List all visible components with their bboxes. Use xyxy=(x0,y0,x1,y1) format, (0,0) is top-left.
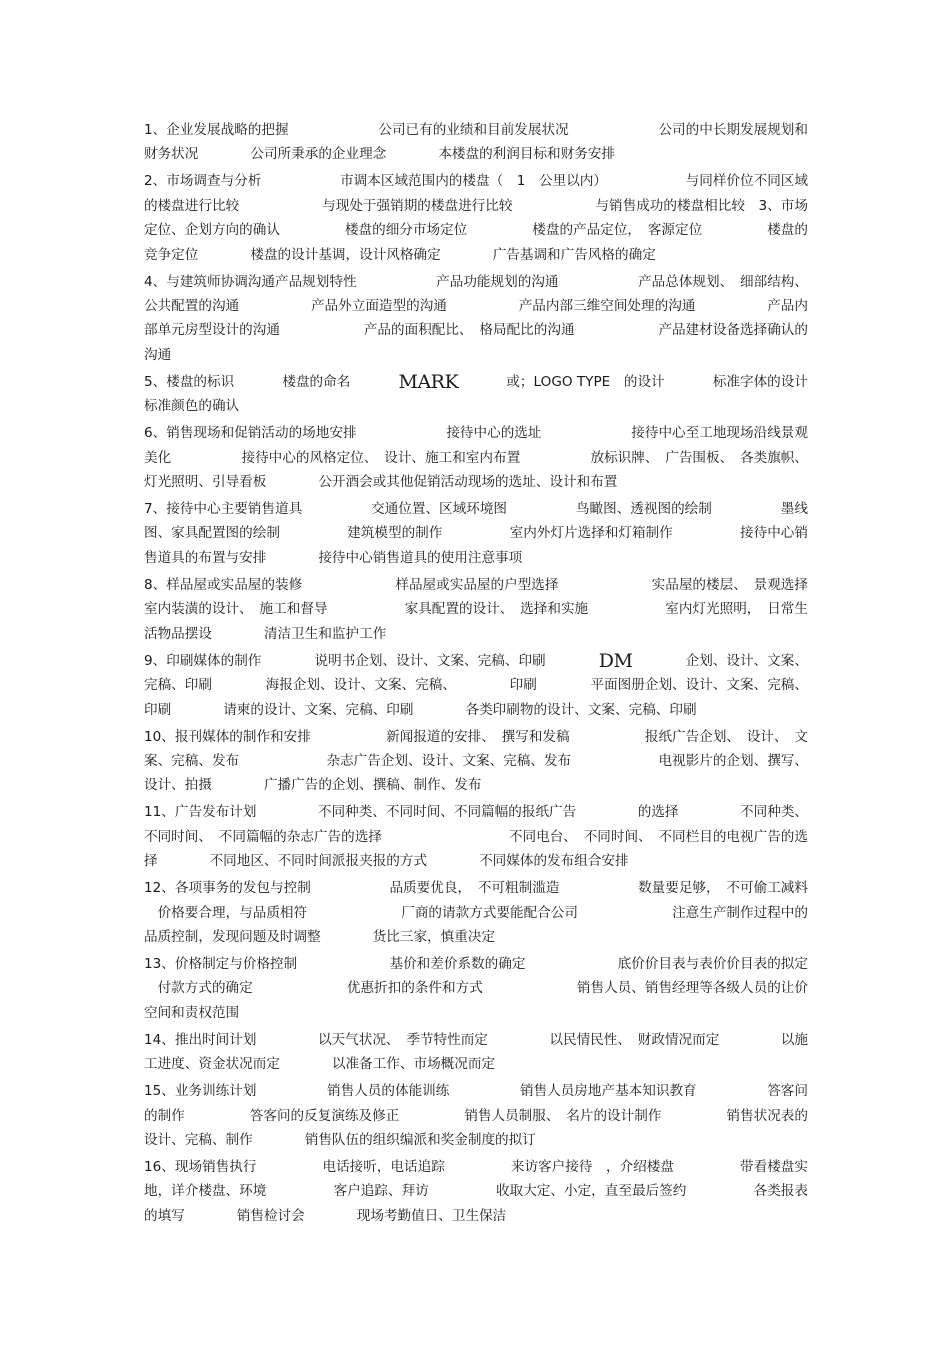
list-item xyxy=(144,573,808,646)
text-segment: 13、价格制定与价格控制 xyxy=(144,955,298,972)
text-segment: 楼盘的设计基调，设计风格确定 xyxy=(250,246,441,263)
text-segment: 1、企业发展战略的把握 xyxy=(144,122,289,138)
list-item xyxy=(144,370,808,419)
text-line xyxy=(144,725,808,749)
text-segment: 清洁卫生和监护工作 xyxy=(263,625,387,642)
text-line xyxy=(144,318,808,342)
text-segment: 杂志广告企划、设计、文案、完稿、发布 xyxy=(326,752,572,769)
text-segment: 平面图册企划、设计、文案、完稿、 xyxy=(590,677,808,694)
text-segment: 美化 xyxy=(144,449,172,466)
text-line xyxy=(144,1204,808,1228)
document-body xyxy=(144,118,808,1231)
text-segment: 楼盘的命名 xyxy=(282,373,351,390)
text-segment: 品质控制，发现问题及时调整 xyxy=(144,928,321,945)
text-line xyxy=(144,649,808,673)
text-segment: 公司所秉承的企业理念 xyxy=(250,146,387,163)
text-segment: 接待中心至工地现场沿线景观 xyxy=(631,425,808,442)
text-segment: 企划、设计、文案、 xyxy=(685,652,808,669)
text-line xyxy=(144,1104,808,1128)
text-segment: 9、印刷媒体的制作 xyxy=(144,652,262,669)
text-line xyxy=(144,976,808,1000)
text-line xyxy=(144,698,808,722)
text-segment: 工进度、资金状况而定 xyxy=(144,1056,280,1073)
text-segment: 价格要合理，与品质相符 xyxy=(144,904,308,921)
text-segment: 室内外灯片选择和灯箱制作 xyxy=(509,525,673,542)
text-segment: 基价和差价系数的确定 xyxy=(389,955,526,972)
text-line xyxy=(144,343,808,367)
text-segment: 2、市场调查与分析 xyxy=(144,173,262,190)
text-segment: 产品内 xyxy=(767,298,808,315)
text-line xyxy=(144,446,808,470)
text-segment: 6、销售现场和促销活动的场地安排 xyxy=(144,425,357,442)
text-line xyxy=(144,597,808,621)
text-segment: 印刷 xyxy=(509,677,537,694)
text-line xyxy=(144,952,808,976)
text-segment: 楼盘的 xyxy=(767,222,808,239)
text-line xyxy=(144,849,808,873)
text-line xyxy=(144,370,808,394)
text-segment: 7、接待中心主要销售道具 xyxy=(144,501,303,518)
text-segment: 请柬的设计、文案、完稿、印刷 xyxy=(223,701,414,718)
text-segment: 12、各项事务的发包与控制 xyxy=(144,880,311,897)
text-segment: 优惠折扣的条件和方式 xyxy=(346,980,483,997)
text-segment: 印刷 xyxy=(144,701,172,718)
text-segment: 答客问的反复演练及修正 xyxy=(249,1107,400,1124)
text-line xyxy=(144,749,808,773)
text-segment: 室内装潢的设计、 施工和督导 xyxy=(144,601,328,618)
text-segment: 产品建材设备选择确认的 xyxy=(658,322,808,339)
text-segment: 部单元房型设计的沟通 xyxy=(144,322,280,339)
list-item xyxy=(144,649,808,722)
text-segment: 产品外立面造型的沟通 xyxy=(310,298,447,315)
text-segment: 接待中心的选址 xyxy=(446,425,542,442)
text-line xyxy=(144,470,808,494)
text-segment: 公司的中长期发展规划和 xyxy=(658,122,808,138)
text-segment: 案、完稿、发布 xyxy=(144,752,240,769)
text-line xyxy=(144,1155,808,1179)
text-line xyxy=(144,421,808,445)
text-line xyxy=(144,243,808,267)
text-segment: 电话接听，电话追踪 xyxy=(322,1158,445,1175)
text-line xyxy=(144,521,808,545)
text-segment: 与现处于强销期的楼盘进行比较 xyxy=(322,197,513,214)
text-segment: 鸟瞰图、透视图的绘制 xyxy=(575,501,712,518)
text-line xyxy=(144,901,808,925)
text-segment: 竞争定位 xyxy=(144,246,199,263)
text-line xyxy=(144,925,808,949)
text-segment: 不同地区、不同时间派报夹报的方式 xyxy=(209,853,428,870)
text-line xyxy=(144,194,808,218)
text-segment: 不同电台、 不同时间、 不同栏目的电视广告的选 xyxy=(508,828,808,845)
text-segment: 不同媒体的发布组合安排 xyxy=(479,853,629,870)
list-item xyxy=(144,1155,808,1228)
text-line xyxy=(144,218,808,242)
text-segment: 售道具的布置与安排 xyxy=(144,549,267,566)
text-segment: 底价价目表与表价价目表的拟定 xyxy=(617,955,808,972)
text-segment: 室内灯光照明， 日常生 xyxy=(665,601,808,618)
text-segment: 设计、拍摄 xyxy=(144,777,212,794)
text-line xyxy=(144,169,808,193)
text-segment: 与销售成功的楼盘相比较 3、市场 xyxy=(595,197,808,214)
text-segment: 财务状况 xyxy=(144,146,199,163)
list-item xyxy=(144,270,808,368)
text-line xyxy=(144,1052,808,1076)
text-line xyxy=(144,800,808,824)
text-segment: 各类报表 xyxy=(753,1183,808,1200)
text-segment: 答客问 xyxy=(767,1083,808,1100)
text-segment: 数量要足够， 不可偷工减料 xyxy=(638,880,808,897)
list-item xyxy=(144,876,808,949)
text-segment: 注意生产制作过程中的 xyxy=(672,904,808,921)
text-segment: 接待中心的风格定位、 设计、施工和室内布置 xyxy=(241,449,521,466)
text-line xyxy=(144,1028,808,1052)
list-item xyxy=(144,421,808,494)
list-item xyxy=(144,800,808,873)
text-segment: 与同样价位不同区域 xyxy=(685,173,808,190)
text-segment: 地，详介楼盘、环境 xyxy=(144,1183,267,1200)
text-segment: 以准备工作、市场概况而定 xyxy=(331,1056,496,1073)
text-line xyxy=(144,270,808,294)
text-segment: 样品屋或实品屋的户型选择 xyxy=(395,576,559,593)
text-segment: 产品功能规划的沟通 xyxy=(436,273,559,290)
text-segment: 以施 xyxy=(780,1031,808,1048)
text-segment: 各类印刷物的设计、文案、完稿、印刷 xyxy=(465,701,697,718)
text-segment: 择 xyxy=(144,853,158,870)
text-segment: 不同种类、不同时间、不同篇幅的报纸广告 xyxy=(317,804,577,821)
text-line xyxy=(144,876,808,900)
text-segment: 厂商的请款方式要能配合公司 xyxy=(401,904,578,921)
text-segment: 广告基调和广告风格的确定 xyxy=(492,246,656,263)
text-segment: 公共配置的沟通 xyxy=(144,298,240,315)
text-segment: 墨线 xyxy=(780,501,808,518)
text-segment: 公司已有的业绩和目前发展状况 xyxy=(378,122,569,138)
text-segment: 的楼盘进行比较 xyxy=(144,197,240,214)
text-line xyxy=(144,1001,808,1025)
text-segment: 交通位置、区域环境图 xyxy=(371,501,508,518)
text-segment: 活物品摆设 xyxy=(144,625,212,642)
text-segment: 销售人员的体能训练 xyxy=(327,1083,450,1100)
text-segment: 家具配置的设计、 选择和实施 xyxy=(404,601,589,618)
text-segment: 销售人员制服、 名片的设计制作 xyxy=(464,1107,662,1124)
list-item xyxy=(144,725,808,798)
text-segment: 销售状况表的 xyxy=(726,1107,808,1124)
text-segment: 新闻报道的安排、 撰写和发稿 xyxy=(386,728,570,745)
text-segment: 不同时间、 不同篇幅的杂志广告的选择 xyxy=(144,828,382,845)
text-segment: 带看楼盘实 xyxy=(740,1158,808,1175)
text-segment: 不同种类、 xyxy=(740,804,808,821)
text-segment: 本楼盘的利润目标和财务安排 xyxy=(438,146,616,163)
text-line xyxy=(144,546,808,570)
list-item xyxy=(144,1079,808,1152)
text-segment: 沟通 xyxy=(144,346,172,363)
text-segment: 销售人员、销售经理等各级人员的让价 xyxy=(576,980,808,997)
list-item xyxy=(144,497,808,570)
text-segment: 销售检讨会 xyxy=(236,1207,305,1224)
text-segment: 的制作 xyxy=(144,1107,185,1124)
text-segment: 接待中心销售道具的使用注意事项 xyxy=(318,549,523,566)
text-segment: MARK xyxy=(398,370,459,393)
list-item xyxy=(144,952,808,1025)
text-line xyxy=(144,118,808,142)
text-segment: 公开酒会或其他促销活动现场的选址、设计和布置 xyxy=(318,474,618,491)
text-segment: 图、家具配置图的绘制 xyxy=(144,525,280,542)
text-segment: 14、推出时间计划 xyxy=(144,1031,257,1048)
text-segment: 收取大定、小定，直至最后签约 xyxy=(496,1183,687,1200)
text-segment: 的选择 xyxy=(637,804,679,821)
list-item xyxy=(144,169,808,267)
text-segment: 建筑模型的制作 xyxy=(347,525,443,542)
text-segment: 产品内部三维空间处理的沟通 xyxy=(518,298,696,315)
text-line xyxy=(144,294,808,318)
text-segment: 客户追踪、拜访 xyxy=(333,1183,429,1200)
text-segment: 销售人员房地产基本知识教育 xyxy=(519,1083,697,1100)
text-segment: 海报企划、设计、文案、完稿、 xyxy=(265,677,456,694)
text-segment: 15、业务训练计划 xyxy=(144,1083,257,1100)
text-segment: 产品总体规划、 细部结构、 xyxy=(638,273,808,290)
text-segment: 的填写 xyxy=(144,1207,185,1224)
text-segment: 5、楼盘的标识 xyxy=(144,373,235,390)
text-segment: 以民情民性、 财政情况而定 xyxy=(549,1031,720,1048)
text-segment: 定位、企划方向的确认 xyxy=(144,222,280,239)
text-line xyxy=(144,142,808,166)
text-line xyxy=(144,622,808,646)
text-line xyxy=(144,1179,808,1203)
text-segment: 付款方式的确定 xyxy=(144,980,253,997)
text-segment: 以天气状况、 季节特性而定 xyxy=(317,1031,488,1048)
text-segment: 完稿、印刷 xyxy=(144,677,212,694)
text-segment: 标准字体的设计 xyxy=(712,373,808,390)
text-segment: 灯光照明、引导看板 xyxy=(144,474,267,491)
text-line xyxy=(144,497,808,521)
text-line xyxy=(144,825,808,849)
text-segment: 11、广告发布计划 xyxy=(144,804,257,821)
text-line xyxy=(144,573,808,597)
text-segment: 货比三家，慎重决定 xyxy=(372,928,496,945)
text-segment: 10、报刊媒体的制作和安排 xyxy=(144,728,311,745)
text-segment: 4、与建筑师协调沟通产品规划特性 xyxy=(144,273,357,290)
text-segment: 广播广告的企划、撰稿、制作、发布 xyxy=(263,777,482,794)
text-segment: 销售队伍的组织编派和奖金制度的拟订 xyxy=(304,1131,536,1148)
text-segment: 楼盘的产品定位， 客源定位 xyxy=(532,222,703,239)
list-item xyxy=(144,118,808,167)
text-segment: 8、样品屋或实品屋的装修 xyxy=(144,576,303,593)
list-item xyxy=(144,1028,808,1077)
text-segment: 现场考勤值日、卫生保洁 xyxy=(356,1207,507,1224)
text-segment: 楼盘的细分市场定位 xyxy=(344,222,468,239)
text-segment: 报纸广告企划、 设计、 文 xyxy=(644,728,808,745)
text-segment: 接待中心销 xyxy=(740,525,808,542)
text-segment: 品质要优良， 不可粗制滥造 xyxy=(389,880,560,897)
text-segment: 市调本区域范围内的楼盘（ 1 公里以内） xyxy=(340,173,607,190)
text-line xyxy=(144,394,808,418)
text-segment: 实品屋的楼层、 景观选择 xyxy=(651,576,808,593)
text-segment: 来访客户接待 ，介绍楼盘 xyxy=(510,1158,674,1175)
text-segment: 标准颜色的确认 xyxy=(144,398,240,415)
text-segment: 产品的面积配比、 格局配比的沟通 xyxy=(363,322,575,339)
text-line xyxy=(144,673,808,697)
text-segment: 设计、完稿、制作 xyxy=(144,1131,253,1148)
text-line xyxy=(144,1128,808,1152)
text-segment: 或；LOGO TYPE 的设计 xyxy=(506,373,665,390)
text-segment: 空间和责权范围 xyxy=(144,1004,240,1021)
text-segment: 说明书企划、设计、文案、完稿、印刷 xyxy=(314,652,546,669)
text-segment: DM xyxy=(598,649,633,672)
text-segment: 电视影片的企划、撰写、 xyxy=(658,752,808,769)
text-line xyxy=(144,773,808,797)
text-line xyxy=(144,1079,808,1103)
text-segment: 放标识牌、 广告围板、 各类旗帜、 xyxy=(590,449,808,466)
text-segment: 16、现场销售执行 xyxy=(144,1158,257,1175)
